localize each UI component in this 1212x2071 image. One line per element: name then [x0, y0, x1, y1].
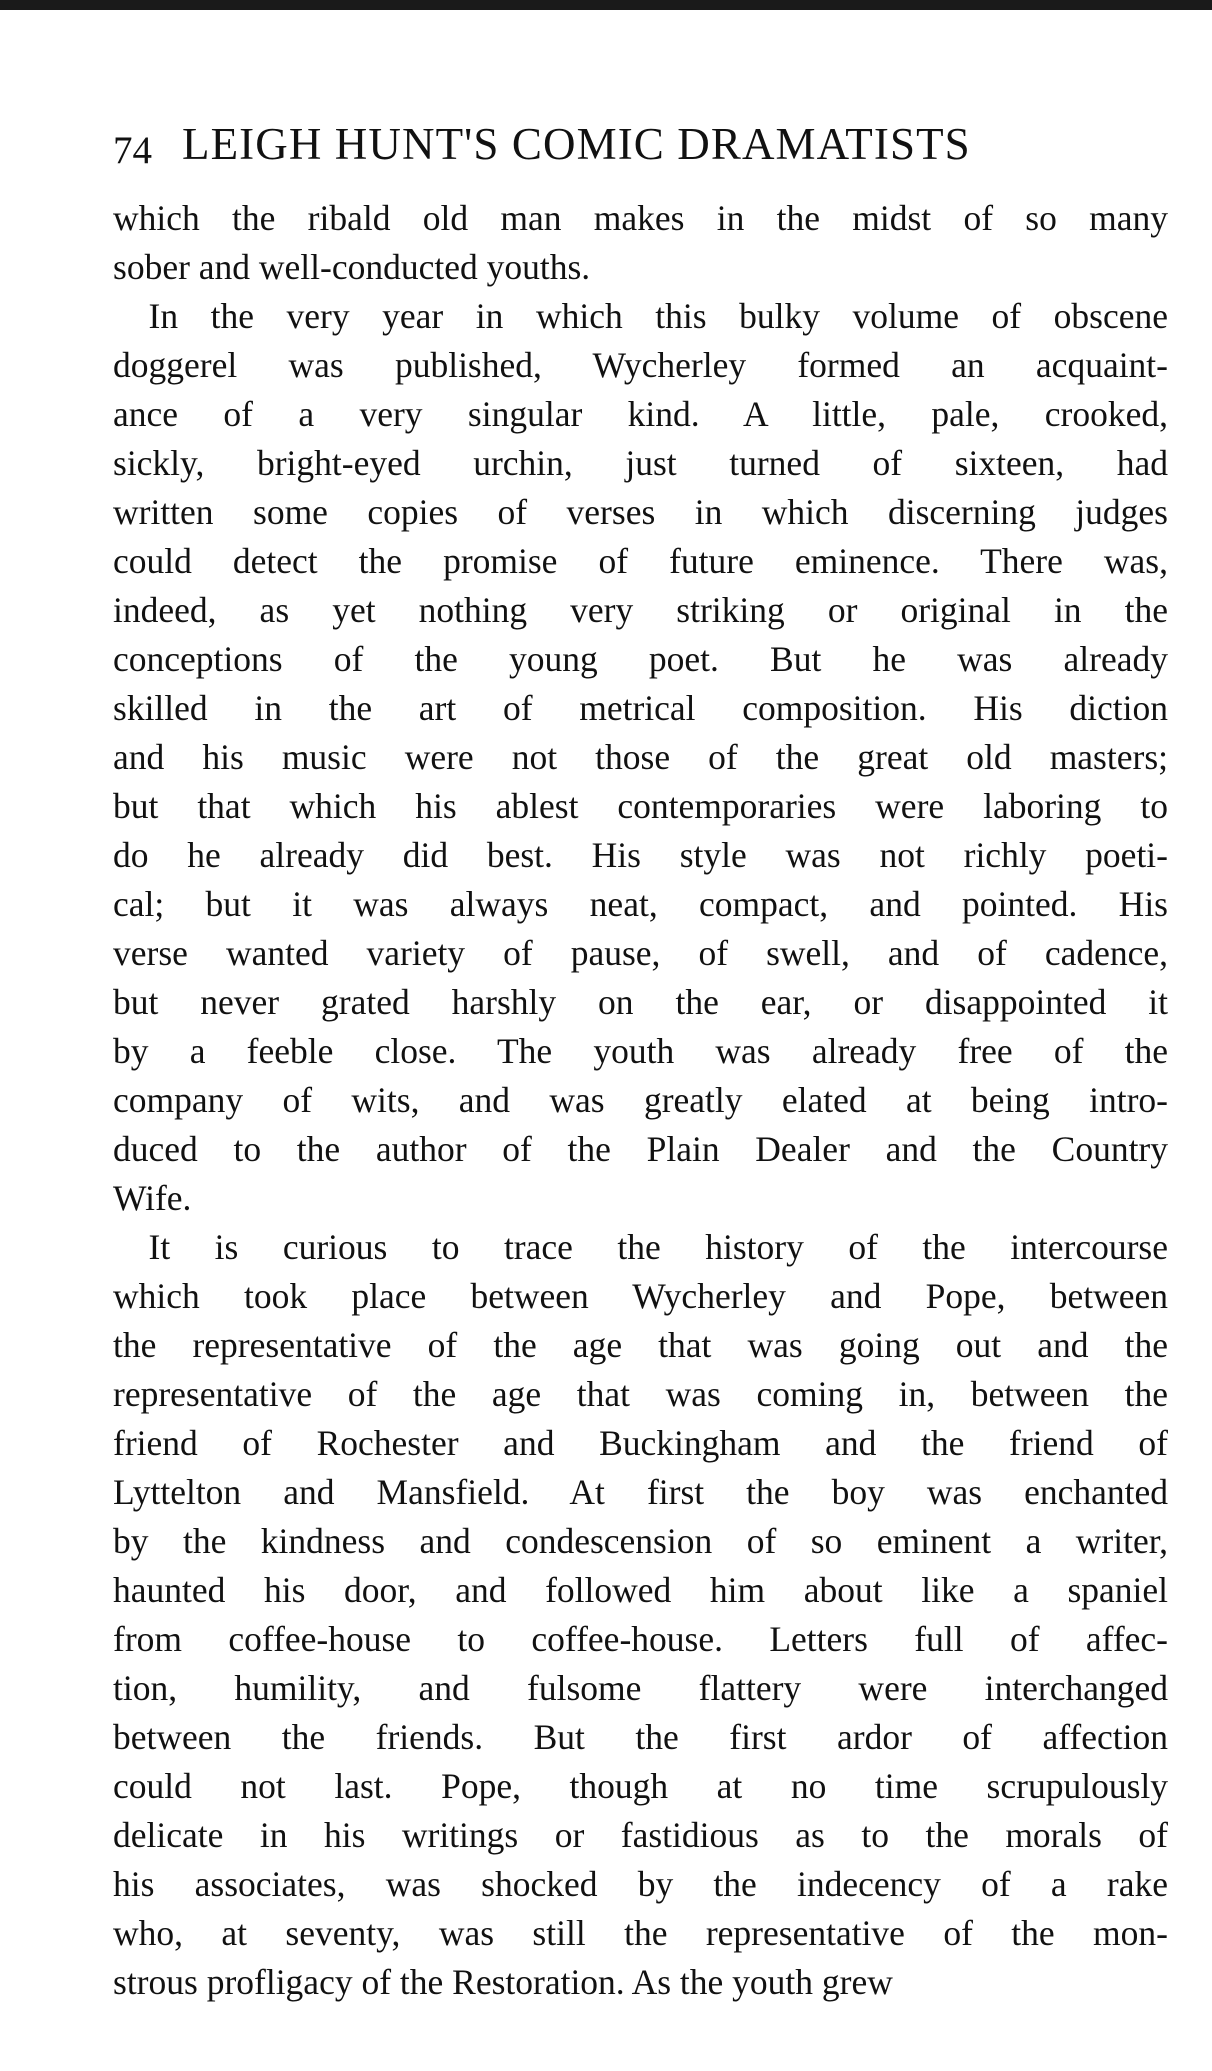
body-text — [113, 194, 1168, 2007]
text-line: by the kindness and condescension of so eminent a writer, — [113, 1521, 1168, 1561]
text-line: It is curious to trace the history of the intercourse — [113, 1227, 1168, 1267]
text-line: could detect the promise of future eminence. There was, — [113, 541, 1168, 581]
paragraph — [113, 1223, 1168, 2007]
text-line: conceptions of the young poet. But he was already — [113, 639, 1168, 679]
text-line: which the ribald old man makes in the midst of so many — [113, 198, 1168, 238]
text-line: haunted his door, and followed him about like a spaniel — [113, 1570, 1168, 1610]
text-line: but that which his ablest contemporaries were laboring to — [113, 786, 1168, 826]
text-line: between the friends. But the first ardor of affection — [113, 1717, 1168, 1757]
running-head — [113, 118, 1168, 190]
text-line: could not last. Pope, though at no time scrupulously — [113, 1766, 1168, 1806]
text-line: representative of the age that was coming in, between the — [113, 1374, 1168, 1414]
text-line: friend of Rochester and Buckingham and the friend of — [113, 1423, 1168, 1463]
book-page — [113, 118, 1168, 2007]
page-number: 74 — [113, 129, 152, 172]
running-title: LEIGH HUNT'S COMIC DRAMATISTS — [182, 119, 971, 169]
text-line: In the very year in which this bulky volume of obscene — [113, 296, 1168, 336]
text-line: Lyttelton and Mansfield. At first the boy was enchanted — [113, 1472, 1168, 1512]
text-line: delicate in his writings or fastidious as to the morals of — [113, 1815, 1168, 1855]
text-line: the representative of the age that was going out and the — [113, 1325, 1168, 1365]
text-line: duced to the author of the Plain Dealer and the Country — [113, 1129, 1168, 1169]
top-edge-rule — [0, 0, 1212, 10]
text-line: written some copies of verses in which discerning judges — [113, 492, 1168, 532]
text-line: Wife. — [113, 1178, 192, 1218]
text-line: but never grated harshly on the ear, or disappointed it — [113, 982, 1168, 1022]
paragraph — [113, 194, 1168, 292]
text-line: tion, humility, and fulsome flattery were interchanged — [113, 1668, 1168, 1708]
text-line: indeed, as yet nothing very striking or original in the — [113, 590, 1168, 630]
text-line: his associates, was shocked by the indecency of a rake — [113, 1864, 1168, 1904]
text-line: doggerel was published, Wycherley formed an acquaint- — [113, 345, 1168, 385]
text-line: from coffee-house to coffee-house. Letters full of affec- — [113, 1619, 1168, 1659]
text-line: verse wanted variety of pause, of swell, and of cadence, — [113, 933, 1168, 973]
paragraph — [113, 292, 1168, 1223]
text-line: sober and well-conducted youths. — [113, 247, 591, 287]
text-line: which took place between Wycherley and Pope, between — [113, 1276, 1168, 1316]
text-line: and his music were not those of the great old masters; — [113, 737, 1168, 777]
text-line: sickly, bright-eyed urchin, just turned of sixteen, had — [113, 443, 1168, 483]
text-line: cal; but it was always neat, compact, and pointed. His — [113, 884, 1168, 924]
text-line: do he already did best. His style was not richly poeti- — [113, 835, 1168, 875]
text-line: ance of a very singular kind. A little, pale, crooked, — [113, 394, 1168, 434]
text-line: skilled in the art of metrical composition. His diction — [113, 688, 1168, 728]
text-line: strous profligacy of the Restoration. As the youth grew — [113, 1962, 893, 2002]
text-line: company of wits, and was greatly elated at being intro- — [113, 1080, 1168, 1120]
text-line: who, at seventy, was still the representative of the mon- — [113, 1913, 1168, 1953]
text-line: by a feeble close. The youth was already free of the — [113, 1031, 1168, 1071]
